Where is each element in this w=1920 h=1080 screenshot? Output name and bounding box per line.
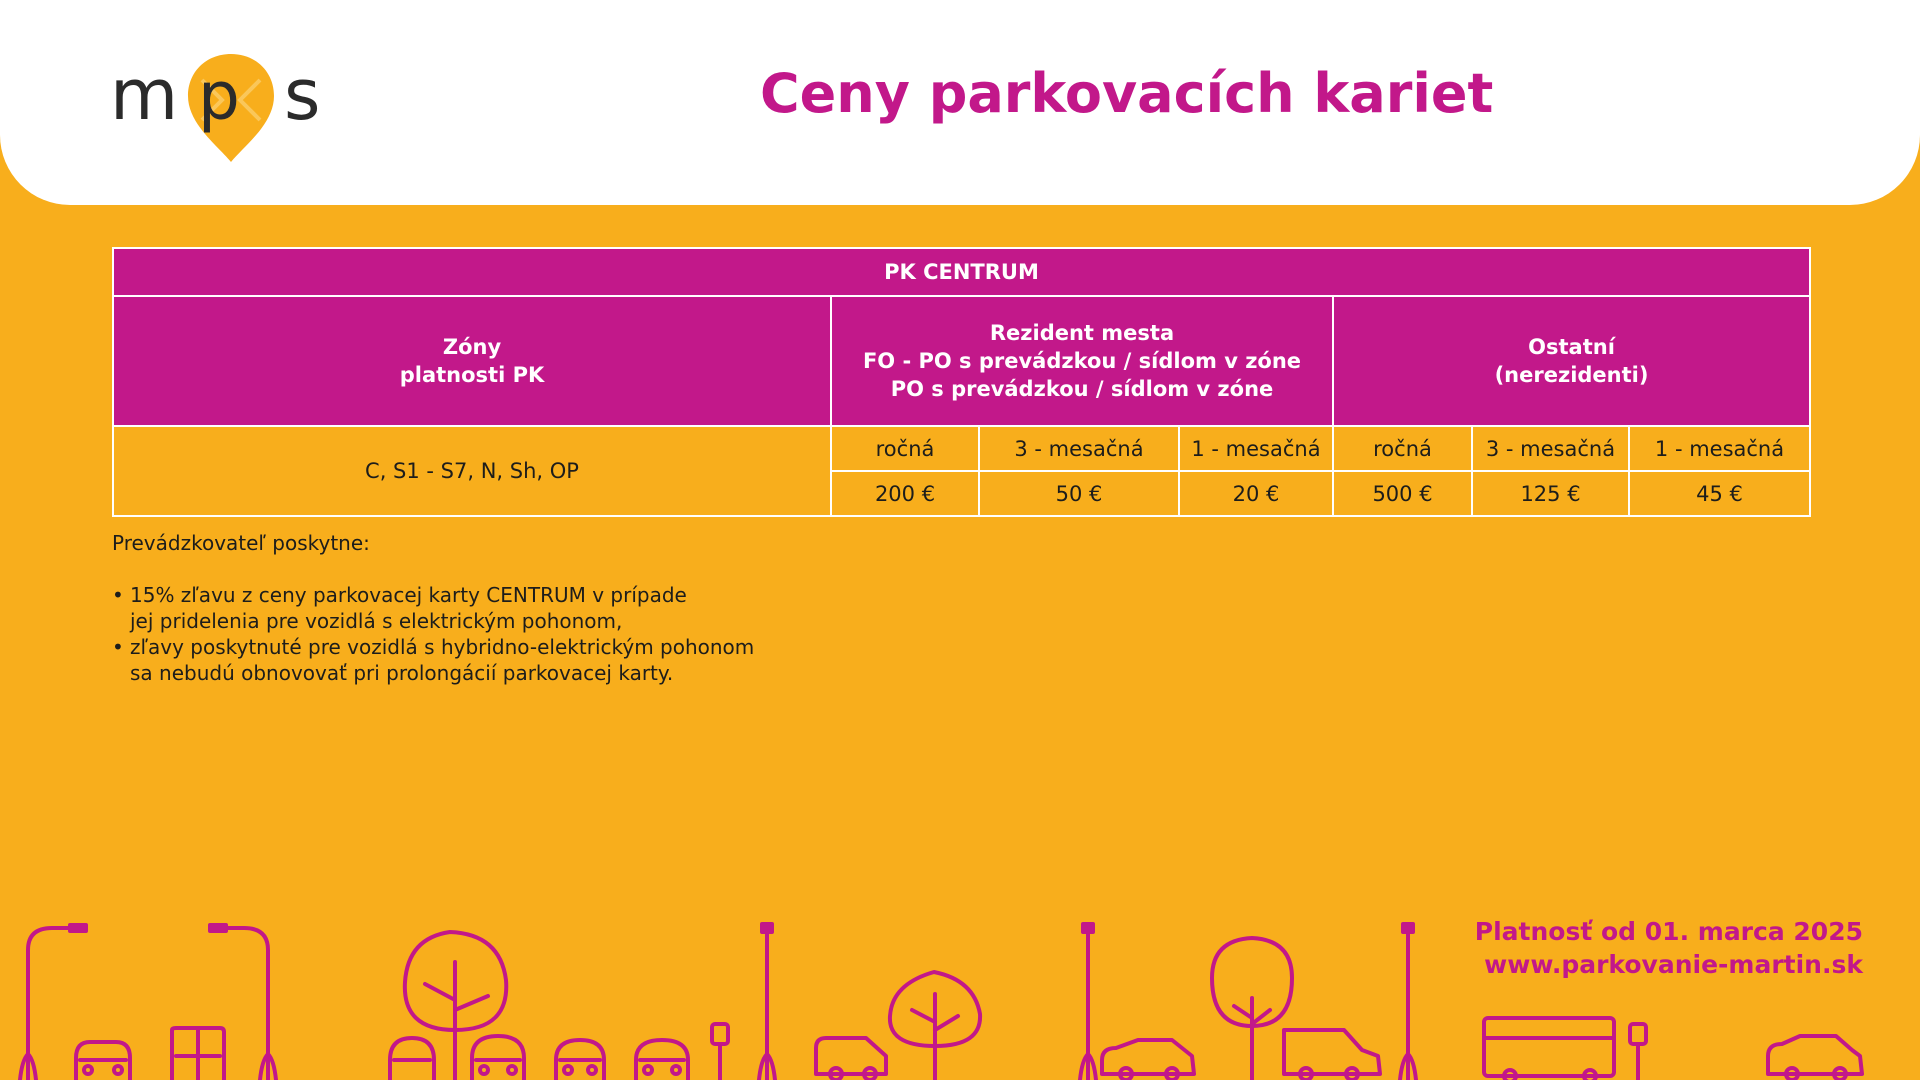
logo-letter-p: p [198,58,240,135]
note-item-line1: zľavy poskytnuté pre vozidlá s hybridno-elektrickým pohonom [130,635,755,659]
mps-logo [108,48,328,168]
street-lamp-icon [1080,924,1096,1080]
price-cell: 45 € [1629,471,1810,516]
car-icon [390,1038,434,1080]
logo-letter-m: m [110,54,179,136]
bus-stop-icon [1630,1024,1646,1080]
website-link[interactable]: www.parkovanie-martin.sk [1484,950,1863,979]
period-cell: ročná [831,426,979,471]
note-item [112,634,872,686]
car-icon [556,1040,604,1080]
logo-letter-s: s [284,54,321,136]
bus-icon [1484,1018,1614,1080]
zones-header-line2: platnosti PK [399,363,545,387]
discount-note [112,530,872,686]
note-list [112,582,872,686]
price-table [112,247,1811,517]
table-title: PK CENTRUM [113,248,1810,296]
price-cell: 500 € [1333,471,1472,516]
zones-header-line1: Zóny [442,335,502,359]
resident-header-line1: Rezident mesta [989,321,1175,345]
parking-sign-icon [712,1024,728,1080]
bullet: • [112,635,124,659]
price-cell: 125 € [1472,471,1629,516]
zones-cell: C, S1 - S7, N, Sh, OP [113,426,831,516]
period-cell: 1 - mesačná [1179,426,1333,471]
car-icon [636,1040,688,1080]
period-cell: ročná [1333,426,1472,471]
column-header-other [1333,296,1810,426]
price-cell: 20 € [1179,471,1333,516]
street-lamp-icon [1400,924,1416,1080]
note-item-line2: jej pridelenia pre vozidlá s elektrickým pohonom, [130,609,623,633]
note-item-line2: sa nebudú obnovovať pri prolongácií parkovacej karty. [130,661,674,685]
car-icon [1102,1040,1194,1080]
other-header-line2: (nerezidenti) [1494,363,1649,387]
tree-icon [405,932,506,1080]
van-icon [1284,1030,1380,1080]
resident-header-line2: FO - PO s prevádzkou / sídlom v zóne [862,349,1302,373]
street-illustration [0,910,1920,1080]
price-cell: 50 € [979,471,1179,516]
column-header-zones [113,296,831,426]
period-cell: 3 - mesačná [1472,426,1629,471]
tree-icon [890,972,980,1080]
car-icon [76,1042,130,1080]
column-header-resident [831,296,1333,426]
period-cell: 1 - mesačná [1629,426,1810,471]
validity-date: Platnosť od 01. marca 2025 [1474,917,1863,946]
resident-header-line3: PO s prevádzkou / sídlom v zóne [890,377,1274,401]
other-header-line1: Ostatní [1528,335,1615,359]
van-icon [172,1028,224,1080]
header-panel [0,0,1920,205]
period-cell: 3 - mesačná [979,426,1179,471]
bullet: • [112,583,124,607]
car-icon [816,1038,886,1080]
car-icon [1768,1036,1862,1080]
price-cell: 200 € [831,471,979,516]
note-item [112,582,872,634]
note-item-line1: 15% zľavu z ceny parkovacej karty CENTRUM v prípade [130,583,687,607]
page-title: Ceny parkovacích kariet [760,62,1494,125]
note-intro: Prevádzkovateľ poskytne: [112,531,370,555]
tree-icon [1212,938,1292,1080]
street-lamp-icon [759,924,775,1080]
car-icon [472,1036,524,1080]
